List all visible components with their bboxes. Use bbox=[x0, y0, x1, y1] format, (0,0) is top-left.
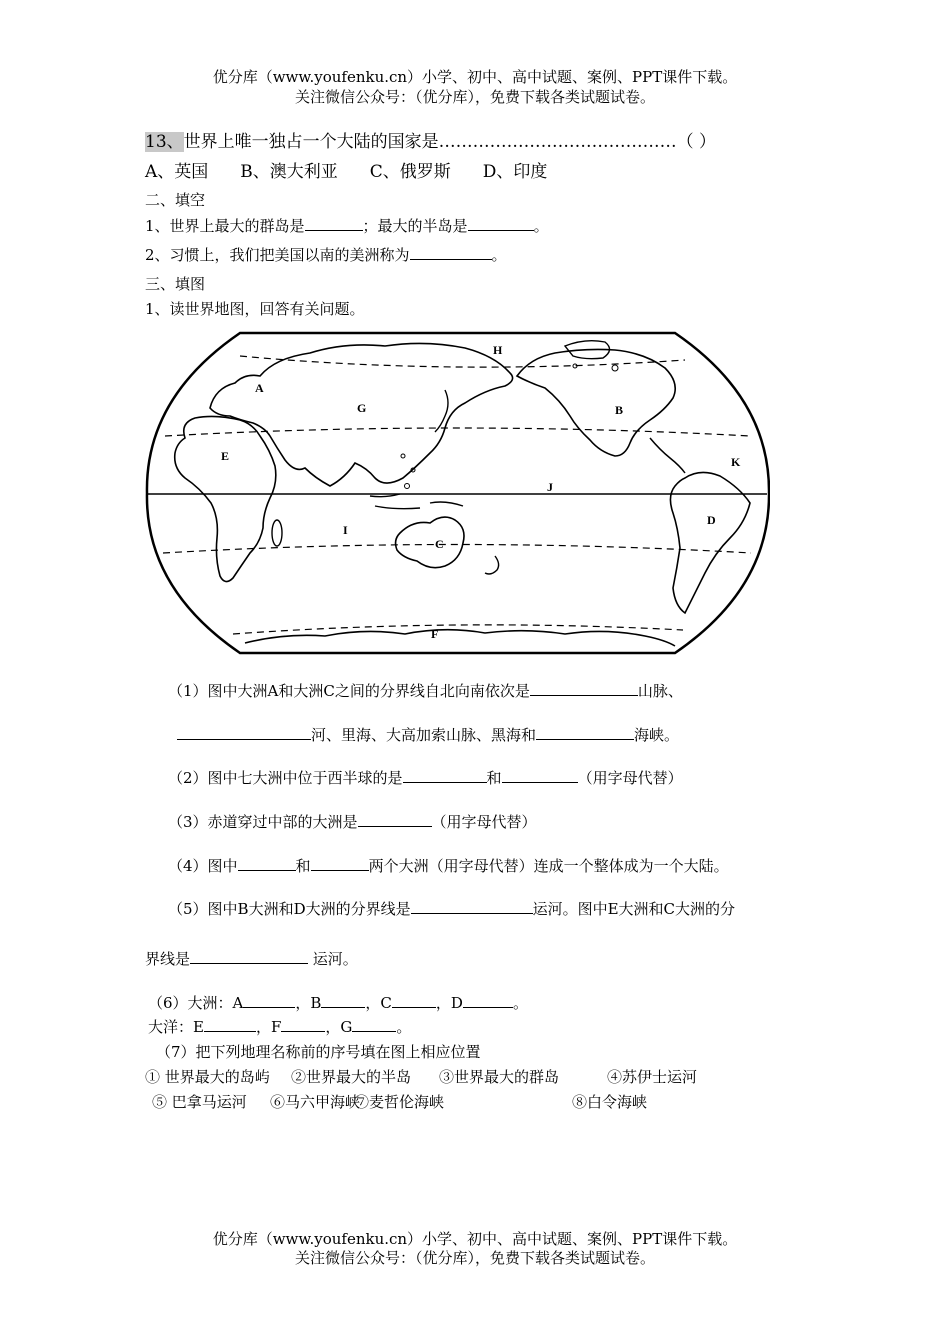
answer-blank[interactable] bbox=[243, 993, 295, 1008]
question-13-number: 13、 bbox=[145, 132, 184, 152]
fill-q2-text-a: 2、习惯上，我们把美国以南的美洲称为 bbox=[145, 246, 410, 264]
map-label-b: B bbox=[615, 403, 624, 417]
geo-name-item: ②世界最大的半岛 bbox=[291, 1068, 412, 1086]
fill-question-2 bbox=[145, 244, 507, 265]
geo-name-list-2 bbox=[152, 1091, 647, 1112]
answer-blank[interactable] bbox=[177, 725, 311, 740]
header-line-1: 优分库（www.youfenku.cn）小学、初中、高中试题、案例、PPT课件下载。 bbox=[212, 68, 738, 86]
map-question-6-continents bbox=[148, 992, 528, 1013]
map-question-intro: 1、读世界地图，回答有关问题。 bbox=[145, 300, 365, 318]
map-question-5-line-1 bbox=[168, 898, 735, 919]
arctic-circle-line bbox=[240, 356, 685, 367]
map-question-4 bbox=[168, 855, 729, 876]
answer-blank[interactable] bbox=[410, 245, 492, 260]
answer-blank[interactable] bbox=[352, 1017, 396, 1032]
answer-blank[interactable] bbox=[321, 993, 365, 1008]
map-question-3 bbox=[168, 811, 537, 832]
header-line-2: 关注微信公众号：（优分库），免费下载各类试题试卷。 bbox=[294, 88, 655, 106]
q6-text-a: （6）大洲：A bbox=[148, 994, 244, 1012]
answer-blank[interactable] bbox=[411, 899, 533, 914]
australia-outline bbox=[396, 517, 464, 568]
q4-text-a: （4）图中 bbox=[168, 857, 238, 875]
q6-text-c: ，C bbox=[365, 994, 392, 1012]
central-america-outline bbox=[650, 438, 685, 473]
map-question-2 bbox=[168, 767, 683, 788]
fill-q1-text-c: 。 bbox=[533, 217, 549, 235]
map-label-a: A bbox=[255, 381, 264, 395]
map-question-1-line-2 bbox=[177, 724, 679, 745]
answer-blank[interactable] bbox=[530, 681, 638, 696]
answer-blank[interactable] bbox=[463, 993, 513, 1008]
q6-text-g: ，F bbox=[255, 1018, 282, 1036]
section-2-title: 二、填空 bbox=[145, 191, 206, 209]
map-label-c: C bbox=[435, 537, 444, 551]
answer-blank[interactable] bbox=[311, 856, 369, 871]
geo-name-item: ① 世界最大的岛屿 bbox=[145, 1068, 270, 1086]
question-13 bbox=[145, 127, 716, 152]
q6-text-b: ，B bbox=[295, 994, 322, 1012]
footer-line-1: 优分库（www.youfenku.cn）小学、初中、高中试题、案例、PPT课件下载。 bbox=[212, 1230, 738, 1248]
question-13-options bbox=[145, 157, 579, 182]
q5-text-a: （5）图中B大洲和D大洲的分界线是 bbox=[168, 900, 411, 918]
q6-text-e: 。 bbox=[512, 994, 528, 1012]
q2-text-a: （2）图中七大洲中位于西半球的是 bbox=[168, 769, 403, 787]
world-map bbox=[145, 328, 770, 658]
fill-q1-text-b: ；最大的半岛是 bbox=[362, 217, 468, 235]
answer-blank[interactable] bbox=[358, 812, 432, 827]
map-label-k: K bbox=[731, 455, 741, 469]
option-a: A、英国 bbox=[145, 162, 209, 182]
q1-text-a: （1）图中大洲A和大洲C之间的分界线自北向南依次是 bbox=[168, 682, 530, 700]
fill-question-1 bbox=[145, 215, 549, 236]
map-label-j: J bbox=[547, 480, 553, 494]
q3-text-a: （3）赤道穿过中部的大洲是 bbox=[168, 813, 358, 831]
new-zealand-outline bbox=[485, 556, 499, 574]
q2-text-c: （用字母代替） bbox=[577, 769, 683, 787]
q5-text-d: 运河。 bbox=[308, 950, 358, 968]
section-3-title: 三、填图 bbox=[145, 275, 206, 293]
answer-blank[interactable] bbox=[392, 993, 436, 1008]
q2-text-b: 和 bbox=[486, 769, 502, 787]
geo-name-item: ③世界最大的群岛 bbox=[439, 1068, 560, 1086]
answer-blank[interactable] bbox=[190, 949, 308, 964]
geo-name-item: ⑥马六甲海峡 bbox=[270, 1093, 361, 1111]
map-label-f: F bbox=[431, 627, 439, 641]
antarctica-outline bbox=[245, 630, 675, 646]
q4-text-c: 两个大洲（用字母代替）连成一个整体成为一个大陆。 bbox=[368, 857, 729, 875]
map-question-6-oceans bbox=[148, 1016, 411, 1037]
question-13-text: 世界上唯一独占一个大陆的国家是……………………………………（ ） bbox=[183, 132, 717, 152]
map-label-g: G bbox=[357, 401, 367, 415]
answer-blank[interactable] bbox=[502, 768, 578, 783]
map-question-1-line-1 bbox=[168, 680, 683, 701]
map-question-7: （7）把下列地理名称前的序号填在图上相应位置 bbox=[156, 1043, 481, 1061]
q6-text-d: ，D bbox=[435, 994, 463, 1012]
map-frame bbox=[147, 333, 769, 653]
footer-line-2: 关注微信公众号：（优分库），免费下载各类试题试卷。 bbox=[294, 1249, 655, 1267]
map-label-h: H bbox=[493, 343, 503, 357]
q5-text-b: 运河。图中E大洲和C大洲的分 bbox=[532, 900, 736, 918]
geo-name-item: ⑧白令海峡 bbox=[572, 1093, 648, 1111]
q6-text-f: 大洋：E bbox=[148, 1018, 204, 1036]
fill-q2-text-b: 。 bbox=[491, 246, 507, 264]
option-d: D、印度 bbox=[482, 162, 548, 182]
answer-blank[interactable] bbox=[403, 768, 487, 783]
q1-text-d: 海峡。 bbox=[634, 726, 680, 744]
answer-blank[interactable] bbox=[305, 216, 363, 231]
q5-text-c: 界线是 bbox=[145, 950, 191, 968]
q3-text-b: （用字母代替） bbox=[431, 813, 537, 831]
map-label-e: E bbox=[221, 449, 230, 463]
q4-text-b: 和 bbox=[295, 857, 311, 875]
option-c: C、俄罗斯 bbox=[369, 162, 451, 182]
answer-blank[interactable] bbox=[468, 216, 534, 231]
q6-text-h: ，G bbox=[325, 1018, 353, 1036]
fill-q1-text-a: 1、世界上最大的群岛是 bbox=[145, 217, 305, 235]
answer-blank[interactable] bbox=[536, 725, 634, 740]
tropic-of-cancer-line bbox=[165, 428, 750, 436]
map-label-d: D bbox=[707, 513, 716, 527]
answer-blank[interactable] bbox=[238, 856, 296, 871]
q6-text-i: 。 bbox=[396, 1018, 412, 1036]
africa-outline bbox=[175, 416, 276, 581]
geo-name-item: ⑤ 巴拿马运河 bbox=[152, 1093, 247, 1111]
geo-name-item: ⑦麦哲伦海峡 bbox=[354, 1093, 445, 1111]
geo-name-list-1 bbox=[145, 1066, 697, 1087]
madagascar-outline bbox=[272, 520, 282, 546]
answer-blank[interactable] bbox=[281, 1017, 325, 1032]
map-question-5-line-2 bbox=[145, 948, 358, 969]
option-b: B、澳大利亚 bbox=[240, 162, 338, 182]
indonesia-islands bbox=[370, 494, 463, 509]
map-label-i: I bbox=[343, 523, 348, 537]
geo-name-item: ④苏伊士运河 bbox=[607, 1068, 698, 1086]
answer-blank[interactable] bbox=[204, 1017, 256, 1032]
q1-text-b: 山脉、 bbox=[637, 682, 683, 700]
q1-text-c: 河、里海、大高加索山脉、黑海和 bbox=[311, 726, 537, 744]
